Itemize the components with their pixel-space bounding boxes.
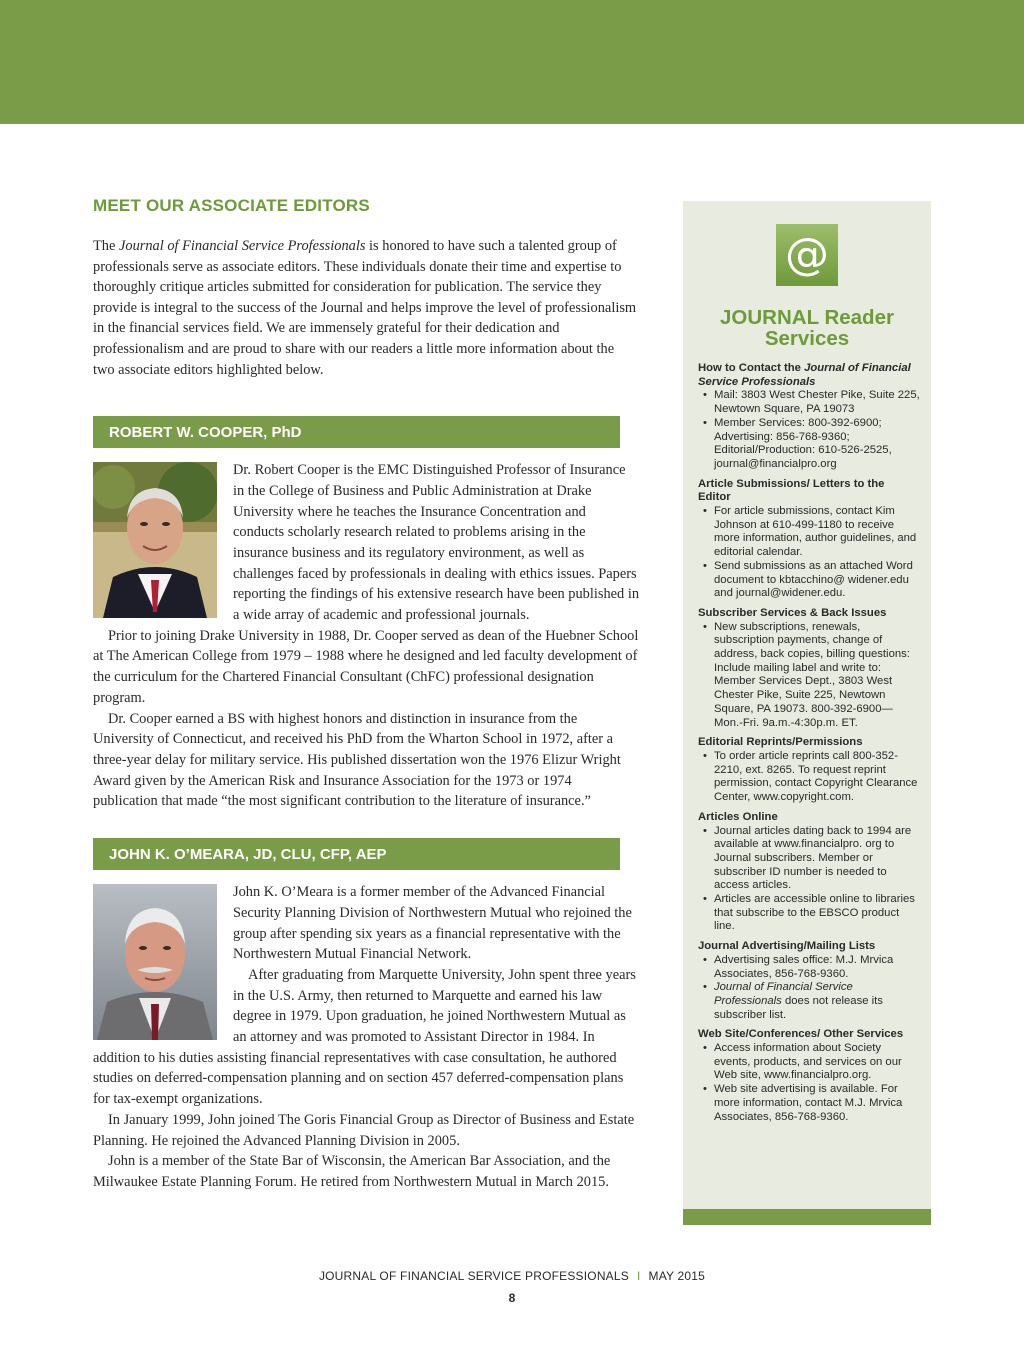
footer-journal: JOURNAL OF FINANCIAL SERVICE PROFESSIONALS [318,1269,629,1283]
page-footer [0,1269,1024,1283]
list-item: • Access information about Society events, products, and services on our Web site, www.financialpro.org. [698,1042,920,1083]
sidebar-list [698,1042,920,1124]
sidebar-section-head: Article Submissions/ Letters to the Editor [698,477,885,504]
list-item: • Journal articles dating back to 1994 are available at www.financialpro. org to Journal subscribers. Member or subscriber ID number is needed to access articles. [698,825,920,894]
editor-name-bar: ROBERT W. COOPER, PhD [93,416,620,448]
page-number: 8 [508,1291,516,1305]
section-title: MEET OUR ASSOCIATE EDITORS [93,196,370,215]
intro-paragraph: The Journal of Financial Service Professionals is honored to have such a talented group of professionals serve as associate editors. These individuals donate their time and expertise to thoroughly critique articles submitted for consideration for publication. The service they provide is integral to the success of the Journal and helps improve the level of professionalism in the financial services field. We are immensely grateful for their dedication and professionalism and are proud to share with our readers a little more information about the two associate editors highlighted below. [93,238,637,378]
list-item: • Member Services: 800-392-6900; Advertising: 856-768-9360; Editorial/Production: 610-526-2525, journal@financialpro.org [698,417,920,472]
journal-name: Journal of Financial Service Professionals [118,238,366,254]
sidebar-list [698,505,920,601]
list-item: • For article submissions, contact Kim Johnson at 610-499-1180 to receive more information, author guidelines, and editorial calendar. [698,505,920,560]
sidebar-section-head: Journal Advertising/Mailing Lists [698,940,876,953]
list-item: • Mail: 3803 West Chester Pike, Suite 225, Newtown Square, PA 19073 [698,389,920,416]
sidebar-content [698,362,920,1124]
editor-bio [93,882,639,1193]
main-column [93,196,639,1193]
bio-paragraph: John is a member of the State Bar of Wisconsin, the American Bar Association, and the Milwaukee Estate Planning Forum. He retired from Northwestern Mutual in March 2015. [93,1153,611,1190]
bio-paragraph: After graduating from Marquette University, John spent three years in the U.S. Army, then returned to Marquette and earned his law degree in 1979. Upon graduation, he joined Northwestern Mutual as an attorney and was promoted to Assistant Director in 1984. In addition to his duties assisting financial representatives with case consultation, he authored studies on deferred-compensation planning and on section 457 deferred-compensation plans for tax-exempt organizations. [93,966,636,1108]
list-item: • Send submissions as an attached Word document to kbtacchino@ widener.edu and journal@widener.edu. [698,560,920,601]
list-item: • To order article reprints call 800-352-2210, ext. 8265. To request reprint permission, contact Copyright Clearance Center, www.copyright.com. [698,750,920,805]
sidebar-list [698,750,920,805]
list-item: • New subscriptions, renewals, subscription payments, change of address, back copies, billing questions: Include mailing label and write to: Member Services Dept., 3803 West Chester Pike, Suite 225, Newtown Square, PA 19073. 800-392-6900—Mon.-Fri. 9a.m.-4:30p.m. ET. [698,621,920,731]
list-item: • Advertising sales office: M.J. Mrvica Associates, 856-768-9360. [698,954,920,981]
bio-paragraph: Prior to joining Drake University in 1988, Dr. Cooper served as dean of the Huebner School at The American College from 1979 – 1988 where he designed and led faculty development of the curriculum for the Chartered Financial Consultant (ChFC) professional designation program. [93,627,639,706]
bio-paragraph: In January 1999, John joined The Goris Financial Group as Director of Business and Estate Planning. He rejoined the Advanced Planning Division in 2005. [93,1111,635,1149]
editor-photo-cooper [93,462,217,618]
editor-photo-omeara [93,884,217,1040]
footer-separator: I [636,1269,641,1283]
sidebar-list [698,954,920,1023]
sidebar-section-head: Web Site/Conferences/ Other Services [698,1028,904,1041]
header-band [0,0,1024,124]
list-item: • Web site advertising is available. For more information, contact M.J. Mrvica Associates, 856-768-9360. [698,1083,920,1124]
editor-name-bar: JOHN K. O’MEARA, JD, CLU, CFP, AEP [93,838,620,870]
bio-paragraph: Dr. Robert Cooper is the EMC Distinguished Professor of Insurance in the College of Business and Public Administration at Drake University where he teaches the Insurance Concentration and conducts scholarly research related to problems arising in the insurance business and its regulatory environment, as well as challenges faced by professionals in dealing with ethics issues. Papers reporting the findings of his extensive research have been published in a wide array of academic and professional journals. [233,462,640,624]
sidebar-list [698,825,920,935]
bio-paragraph: John K. O’Meara is a former member of the Advanced Financial Security Planning Division of Northwestern Mutual who rejoined the group after spending six years as a financial representative with the Northwestern Mutual Financial Network. [233,884,632,963]
reader-services-sidebar [683,201,931,1225]
sidebar-section-head: Editorial Reprints/Permissions [698,736,863,749]
list-item: • Journal of Financial Service Professionals does not release its subscriber list. [698,981,920,1022]
at-sign-icon: @ [776,224,838,286]
list-item: • Articles are accessible online to libraries that subscribe to the EBSCO product line. [698,893,920,934]
editor-bio [93,460,639,812]
sidebar-section-head: How to Contact the Journal of Financial Service Professionals [698,362,911,388]
sidebar-list [698,621,920,731]
sidebar-section-head: Articles Online [698,810,778,823]
footer-date: MAY 2015 [648,1269,706,1283]
bio-paragraph: Dr. Cooper earned a BS with highest honors and distinction in insurance from the University of Connecticut, and received his PhD from the Wharton School in 1972, after a three-year delay for military service. His published dissertation won the 1976 Elizur Wright Award given by the American Risk and Insurance Association for the 1973 or 1974 publication that made “the most significant contribution to the literature of insurance.” [93,710,621,810]
sidebar-footer-band [683,1209,931,1225]
sidebar-title: JOURNAL Reader Services [720,306,894,350]
sidebar-section-head: Subscriber Services & Back Issues [698,606,887,619]
sidebar-list [698,389,920,471]
